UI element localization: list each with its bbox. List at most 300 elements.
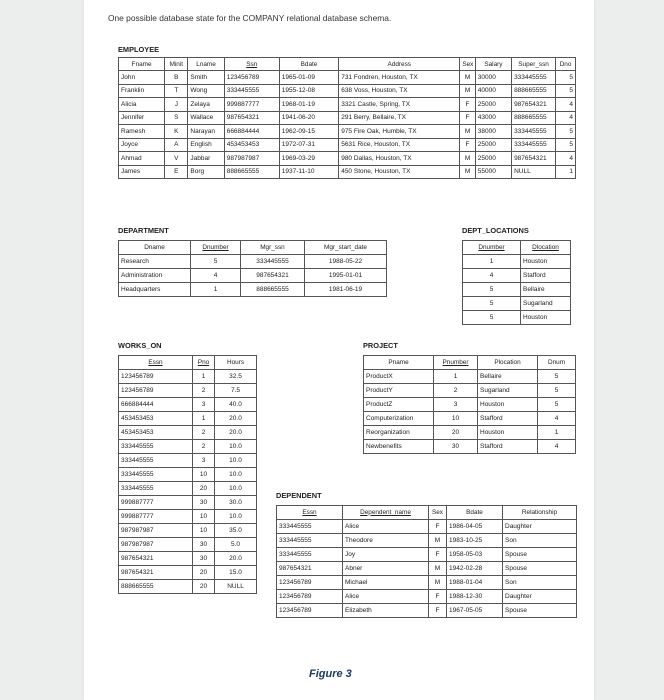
table-cell: Houston	[521, 311, 571, 325]
table-cell: 123456789	[119, 370, 193, 384]
column-header-label: Essn	[148, 358, 163, 366]
table-row	[277, 576, 577, 590]
table-cell: Stafford	[478, 412, 538, 426]
table-cell: 10.0	[215, 510, 257, 524]
column-header	[538, 356, 576, 370]
table-cell: ProductX	[364, 370, 434, 384]
employee-header-row	[119, 58, 576, 71]
figure-caption: One possible database state for the COMPANY relational database schema.	[108, 13, 392, 23]
table-row	[364, 370, 576, 384]
table-cell: 987654321	[119, 552, 193, 566]
table-row	[119, 426, 257, 440]
table-cell: 999887777	[119, 496, 193, 510]
table-cell: Daughter	[503, 590, 577, 604]
table-row	[119, 152, 576, 166]
dept-locations-table-title: DEPT_LOCATIONS	[462, 226, 529, 235]
column-header-label: Dnumber	[478, 243, 505, 251]
table-cell: 888665555	[512, 84, 556, 98]
column-header-label: Plocation	[494, 358, 521, 366]
table-cell: 1986-04-05	[447, 520, 503, 534]
table-cell: Jabbar	[188, 152, 224, 166]
table-cell: M	[429, 562, 447, 576]
table-cell: 10	[193, 468, 215, 482]
table-cell: ProductY	[364, 384, 434, 398]
column-header	[119, 241, 191, 255]
department-table-title: DEPARTMENT	[118, 226, 169, 235]
table-cell: 4	[463, 269, 521, 283]
table-row	[119, 138, 576, 152]
table-cell: 40.0	[215, 398, 257, 412]
table-cell: 888665555	[241, 283, 305, 297]
table-cell: F	[460, 98, 475, 112]
table-cell: 1967-05-05	[447, 604, 503, 618]
table-row	[119, 98, 576, 112]
table-cell: 30000	[475, 71, 511, 85]
table-row	[119, 552, 257, 566]
table-cell: 1995-01-01	[305, 269, 387, 283]
table-cell: 2	[193, 426, 215, 440]
table-cell: 35.0	[215, 524, 257, 538]
table-cell: Joyce	[119, 138, 165, 152]
project-table	[363, 355, 576, 454]
table-row	[119, 125, 576, 139]
table-cell: Zelaya	[188, 98, 224, 112]
table-cell: 5	[538, 384, 576, 398]
table-cell: 333445555	[277, 548, 343, 562]
column-header	[279, 58, 338, 71]
column-header	[215, 356, 257, 370]
column-header-label: Pnumber	[442, 358, 469, 366]
table-cell: 10.0	[215, 440, 257, 454]
column-header	[364, 356, 434, 370]
table-cell: 30	[193, 496, 215, 510]
column-header-label: Super_ssn	[518, 60, 549, 68]
table-row	[119, 454, 257, 468]
table-row	[119, 468, 257, 482]
table-cell: 666884444	[119, 398, 193, 412]
table-cell: 20	[434, 426, 478, 440]
table-cell: M	[460, 165, 475, 179]
table-row	[463, 255, 571, 269]
column-header-label: Dno	[559, 60, 572, 68]
table-cell: 888665555	[119, 580, 193, 594]
table-cell: 1	[463, 255, 521, 269]
table-cell: 1937-11-10	[279, 165, 338, 179]
table-row	[119, 111, 576, 125]
table-cell: 20	[193, 580, 215, 594]
table-row	[277, 562, 577, 576]
table-cell: 453453453	[119, 412, 193, 426]
table-cell: 291 Berry, Bellaire, TX	[339, 111, 460, 125]
column-header	[463, 241, 521, 255]
table-cell: Bellaire	[478, 370, 538, 384]
table-cell: 1	[193, 370, 215, 384]
table-cell: Smith	[188, 71, 224, 85]
table-row	[277, 604, 577, 618]
table-row	[119, 524, 257, 538]
table-cell: E	[165, 165, 188, 179]
table-cell: 1988-01-04	[447, 576, 503, 590]
column-header-label: Pno	[197, 358, 210, 366]
table-cell: B	[165, 71, 188, 85]
table-cell: 1	[191, 283, 241, 297]
column-header	[503, 506, 577, 520]
column-header	[339, 58, 460, 71]
table-cell: 1983-10-25	[447, 534, 503, 548]
table-row	[463, 269, 571, 283]
column-header	[188, 58, 224, 71]
table-cell: V	[165, 152, 188, 166]
table-cell: Houston	[521, 255, 571, 269]
table-row	[119, 538, 257, 552]
table-cell: Houston	[478, 426, 538, 440]
works-on-table-title: WORKS_ON	[118, 341, 162, 350]
table-row	[119, 165, 576, 179]
table-cell: 25000	[475, 98, 511, 112]
table-cell: 453453453	[224, 138, 279, 152]
table-row	[277, 534, 577, 548]
table-cell: Joy	[343, 548, 429, 562]
table-cell: 20.0	[215, 426, 257, 440]
table-cell: 333445555	[119, 468, 193, 482]
employee-table-title: EMPLOYEE	[118, 45, 160, 54]
column-header	[429, 506, 447, 520]
table-cell: 987987987	[224, 152, 279, 166]
table-cell: M	[429, 576, 447, 590]
column-header-label: Bdate	[466, 508, 483, 516]
table-cell: Ramesh	[119, 125, 165, 139]
table-cell: 666884444	[224, 125, 279, 139]
table-cell: Wallace	[188, 111, 224, 125]
table-cell: 987987987	[119, 538, 193, 552]
table-cell: 5	[556, 84, 576, 98]
column-header-label: Dependent_name	[360, 508, 411, 516]
table-cell: 453453453	[119, 426, 193, 440]
column-header-label: Mgr_start_date	[324, 243, 367, 251]
department-table	[118, 240, 387, 297]
column-header-label: Salary	[484, 60, 503, 68]
table-cell: Administration	[119, 269, 191, 283]
table-cell: 5	[538, 398, 576, 412]
column-header-label: Dnumber	[202, 243, 229, 251]
department-header-row	[119, 241, 387, 255]
table-cell: 4	[538, 412, 576, 426]
table-cell: 5	[556, 71, 576, 85]
table-cell: 1962-09-15	[279, 125, 338, 139]
column-header	[193, 356, 215, 370]
table-cell: 333445555	[119, 482, 193, 496]
table-cell: 987654321	[512, 152, 556, 166]
table-cell: 1	[434, 370, 478, 384]
table-row	[463, 311, 571, 325]
table-cell: F	[429, 590, 447, 604]
table-cell: 10.0	[215, 482, 257, 496]
table-row	[119, 496, 257, 510]
column-header	[224, 58, 279, 71]
dependent-header-row	[277, 506, 577, 520]
column-header	[447, 506, 503, 520]
table-cell: 1958-05-03	[447, 548, 503, 562]
table-cell: 55000	[475, 165, 511, 179]
table-row	[119, 412, 257, 426]
table-cell: 987654321	[241, 269, 305, 283]
employee-table	[118, 57, 576, 179]
table-cell: Newbenefits	[364, 440, 434, 454]
table-cell: K	[165, 125, 188, 139]
table-cell: Spouse	[503, 604, 577, 618]
table-cell: Alice	[343, 520, 429, 534]
works-on-table	[118, 355, 257, 594]
table-cell: 4	[556, 152, 576, 166]
table-cell: 980 Dallas, Houston, TX	[339, 152, 460, 166]
table-cell: 1969-03-29	[279, 152, 338, 166]
column-header	[556, 58, 576, 71]
column-header	[512, 58, 556, 71]
table-cell: 1941-06-20	[279, 111, 338, 125]
table-cell: James	[119, 165, 165, 179]
column-header-label: Essn	[302, 508, 317, 516]
table-row	[364, 384, 576, 398]
column-header	[119, 356, 193, 370]
table-cell: 5	[463, 283, 521, 297]
column-header	[165, 58, 188, 71]
table-row	[364, 412, 576, 426]
table-cell: Computerization	[364, 412, 434, 426]
table-cell: Sugarland	[478, 384, 538, 398]
table-cell: 3	[193, 398, 215, 412]
table-cell: 450 Stone, Houston, TX	[339, 165, 460, 179]
table-cell: 10.0	[215, 454, 257, 468]
table-cell: 1965-01-09	[279, 71, 338, 85]
dependent-table-title: DEPENDENT	[276, 491, 322, 500]
column-header-label: Hours	[226, 358, 245, 366]
table-cell: 43000	[475, 111, 511, 125]
table-cell: Headquarters	[119, 283, 191, 297]
column-header	[521, 241, 571, 255]
table-cell: 333445555	[119, 440, 193, 454]
table-cell: 333445555	[512, 138, 556, 152]
table-cell: F	[460, 138, 475, 152]
table-cell: Michael	[343, 576, 429, 590]
table-cell: 4	[191, 269, 241, 283]
dept-locations-header-row	[463, 241, 571, 255]
table-cell: 1942-02-28	[447, 562, 503, 576]
table-row	[119, 398, 257, 412]
table-row	[119, 482, 257, 496]
table-row	[119, 440, 257, 454]
table-cell: 1	[538, 426, 576, 440]
table-row	[119, 580, 257, 594]
table-cell: Theodore	[343, 534, 429, 548]
figure-label: Figure 3	[309, 668, 352, 680]
column-header-label: Sex	[431, 508, 443, 516]
table-cell: 30	[193, 552, 215, 566]
table-cell: 1972-07-31	[279, 138, 338, 152]
table-cell: Stafford	[521, 269, 571, 283]
table-cell: 5	[538, 370, 576, 384]
table-cell: M	[460, 84, 475, 98]
table-cell: 25000	[475, 138, 511, 152]
table-cell: 38000	[475, 125, 511, 139]
project-header-row	[364, 356, 576, 370]
table-row	[277, 590, 577, 604]
project-table-title: PROJECT	[363, 341, 398, 350]
table-cell: Son	[503, 534, 577, 548]
table-cell: Abner	[343, 562, 429, 576]
table-row	[364, 398, 576, 412]
table-row	[119, 384, 257, 398]
column-header-label: Dnum	[547, 358, 566, 366]
column-header	[460, 58, 475, 71]
table-cell: M	[460, 152, 475, 166]
table-cell: S	[165, 111, 188, 125]
column-header	[119, 58, 165, 71]
table-cell: 731 Fondren, Houston, TX	[339, 71, 460, 85]
table-cell: Daughter	[503, 520, 577, 534]
table-row	[277, 548, 577, 562]
table-cell: 123456789	[277, 604, 343, 618]
table-row	[463, 297, 571, 311]
column-header-label: Sex	[462, 60, 474, 68]
column-header-label: Mgr_ssn	[260, 243, 285, 251]
table-cell: 123456789	[277, 590, 343, 604]
table-cell: M	[429, 534, 447, 548]
table-cell: 999887777	[224, 98, 279, 112]
table-cell: 123456789	[277, 576, 343, 590]
table-cell: F	[429, 520, 447, 534]
table-cell: 4	[538, 440, 576, 454]
works-on-header-row	[119, 356, 257, 370]
table-cell: 1981-06-19	[305, 283, 387, 297]
table-cell: 888665555	[512, 111, 556, 125]
table-cell: 333445555	[119, 454, 193, 468]
column-header	[305, 241, 387, 255]
table-cell: 32.5	[215, 370, 257, 384]
table-cell: 1988-05-22	[305, 255, 387, 269]
table-cell: ProductZ	[364, 398, 434, 412]
table-row	[119, 255, 387, 269]
column-header	[277, 506, 343, 520]
table-cell: 975 Fire Oak, Humble, TX	[339, 125, 460, 139]
table-cell: A	[165, 138, 188, 152]
column-header-label: Lname	[196, 60, 216, 68]
table-cell: 3	[434, 398, 478, 412]
table-cell: 30.0	[215, 496, 257, 510]
table-cell: 1	[556, 165, 576, 179]
table-cell: 5	[463, 311, 521, 325]
table-cell: M	[460, 125, 475, 139]
table-cell: NULL	[215, 580, 257, 594]
table-cell: 20	[193, 566, 215, 580]
table-cell: 2	[193, 384, 215, 398]
table-cell: T	[165, 84, 188, 98]
table-cell: English	[188, 138, 224, 152]
table-cell: Reorganization	[364, 426, 434, 440]
table-cell: 4	[556, 111, 576, 125]
table-cell: Spouse	[503, 562, 577, 576]
column-header-label: Minit	[169, 60, 184, 68]
table-cell: M	[460, 71, 475, 85]
table-cell: 10	[193, 524, 215, 538]
table-cell: Jennifer	[119, 111, 165, 125]
table-cell: Sugarland	[521, 297, 571, 311]
table-cell: 25000	[475, 152, 511, 166]
table-cell: 123456789	[224, 71, 279, 85]
table-row	[119, 71, 576, 85]
table-cell: 15.0	[215, 566, 257, 580]
column-header-label: Dname	[144, 243, 165, 251]
table-cell: John	[119, 71, 165, 85]
table-cell: Alicia	[119, 98, 165, 112]
dept-locations-table	[462, 240, 571, 325]
table-cell: NULL	[512, 165, 556, 179]
table-cell: 10.0	[215, 468, 257, 482]
table-cell: 4	[556, 98, 576, 112]
table-cell: 5	[556, 138, 576, 152]
table-cell: 987987987	[119, 524, 193, 538]
table-cell: 20.0	[215, 552, 257, 566]
table-cell: Wong	[188, 84, 224, 98]
table-cell: 5.0	[215, 538, 257, 552]
dependent-table	[276, 505, 577, 618]
table-cell: 10	[193, 510, 215, 524]
table-cell: 999887777	[119, 510, 193, 524]
table-cell: Son	[503, 576, 577, 590]
table-cell: 3321 Castle, Spring, TX	[339, 98, 460, 112]
table-cell: 888665555	[224, 165, 279, 179]
table-cell: 987654321	[512, 98, 556, 112]
column-header-label: Pname	[388, 358, 409, 366]
table-cell: 5631 Rice, Houston, TX	[339, 138, 460, 152]
table-cell: 987654321	[119, 566, 193, 580]
table-cell: 30	[434, 440, 478, 454]
column-header-label: Relationship	[521, 508, 558, 516]
column-header-label: Ssn	[246, 60, 258, 68]
column-header-label: Address	[387, 60, 411, 68]
table-row	[364, 426, 576, 440]
table-cell: 333445555	[241, 255, 305, 269]
table-cell: 333445555	[224, 84, 279, 98]
table-cell: 5	[463, 297, 521, 311]
table-cell: Franklin	[119, 84, 165, 98]
table-cell: 40000	[475, 84, 511, 98]
table-row	[277, 520, 577, 534]
table-cell: 638 Voss, Houston, TX	[339, 84, 460, 98]
table-row	[119, 370, 257, 384]
table-cell: 3	[193, 454, 215, 468]
column-header	[434, 356, 478, 370]
table-cell: 10	[434, 412, 478, 426]
table-cell: Bellaire	[521, 283, 571, 297]
table-row	[119, 510, 257, 524]
table-cell: 1955-12-08	[279, 84, 338, 98]
table-row	[364, 440, 576, 454]
column-header-label: Bdate	[300, 60, 318, 68]
table-cell: Borg	[188, 165, 224, 179]
table-cell: Ahmad	[119, 152, 165, 166]
table-row	[119, 84, 576, 98]
table-cell: 333445555	[512, 125, 556, 139]
table-cell: Narayan	[188, 125, 224, 139]
table-cell: Alice	[343, 590, 429, 604]
table-cell: 2	[434, 384, 478, 398]
table-cell: Spouse	[503, 548, 577, 562]
table-cell: F	[460, 111, 475, 125]
table-cell: F	[429, 548, 447, 562]
column-header	[475, 58, 511, 71]
table-row	[463, 283, 571, 297]
column-header	[241, 241, 305, 255]
